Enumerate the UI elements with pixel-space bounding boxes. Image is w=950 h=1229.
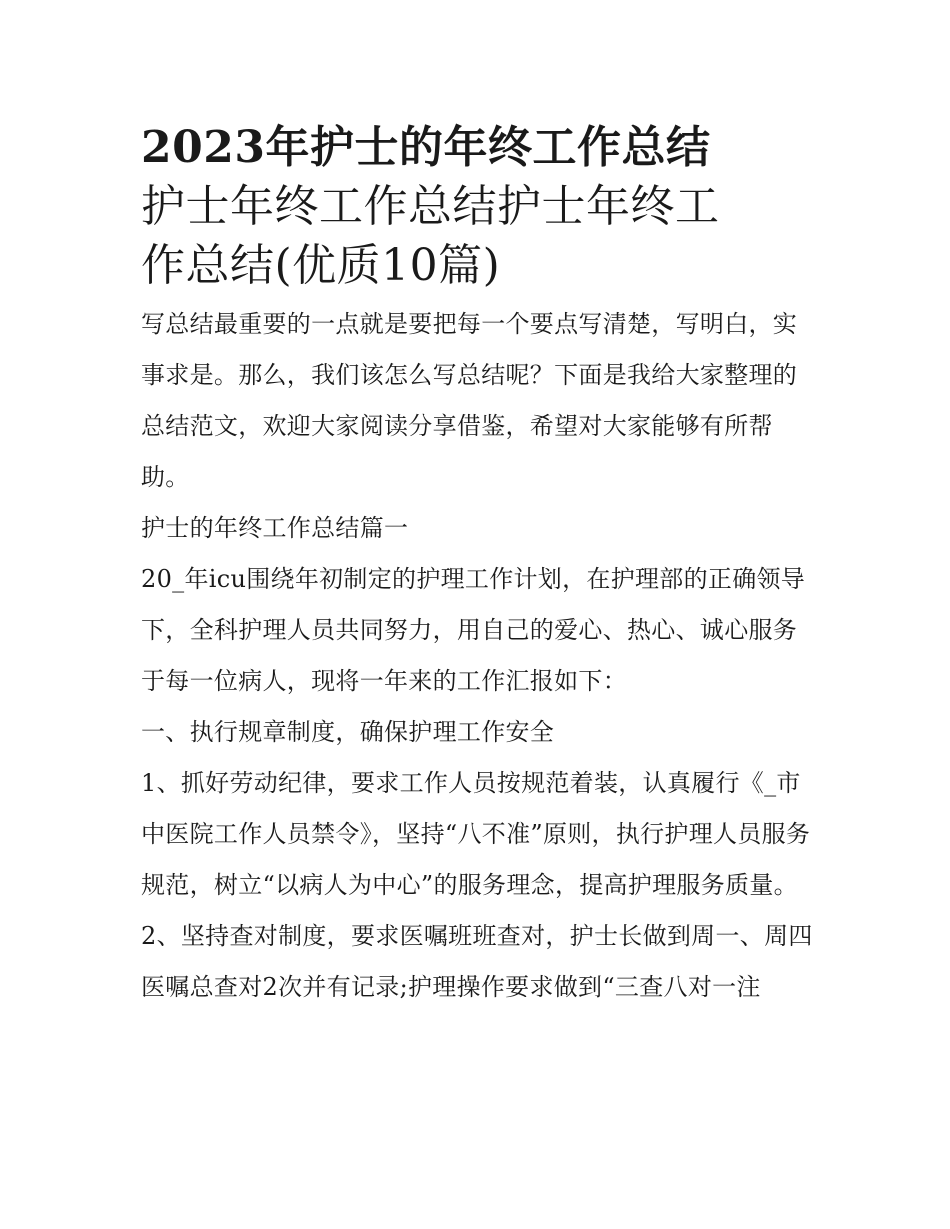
- title-line-2: 护士年终工作总结护士年终工: [141, 181, 720, 232]
- intro-paragraph: 写总结最重要的一点就是要把每一个要点写清楚，写明白，实事求是。那么，我们该怎么写总结呢？下面是我给大家整理的总结范文，欢迎大家阅读分享借鉴，希望对大家能够有所帮助。: [141, 310, 798, 491]
- body-paragraph-overview: 20_年icu围绕年初制定的护理工作计划，在护理部的正确领导下，全科护理人员共同努力，用自己的爱心、热心、诚心服务于每一位病人，现将一年来的工作汇报如下：: [141, 565, 806, 695]
- subsection-heading: 一、执行规章制度，确保护理工作安全: [141, 718, 555, 746]
- document-body: [141, 118, 821, 1013]
- document-title: [141, 118, 821, 295]
- title-line-3: 作总结(优质10篇): [141, 240, 501, 291]
- body-paragraph-item-2: 2、坚持查对制度，要求医嘱班班查对，护士长做到周一、周四医嘱总查对2次并有记录;护理操作要求做到“三查八对一注: [141, 922, 813, 1001]
- title-line-1: 2023年护士的年终工作总结: [141, 122, 711, 173]
- body-paragraph-item-1: 1、抓好劳动纪律，要求工作人员按规范着装，认真履行《_市中医院工作人员禁令》，坚持“八不准”原则，执行护理人员服务规范，树立“以病人为中心”的服务理念，提高护理服务质量。: [141, 769, 811, 899]
- section-heading: 护士的年终工作总结篇一: [141, 514, 409, 542]
